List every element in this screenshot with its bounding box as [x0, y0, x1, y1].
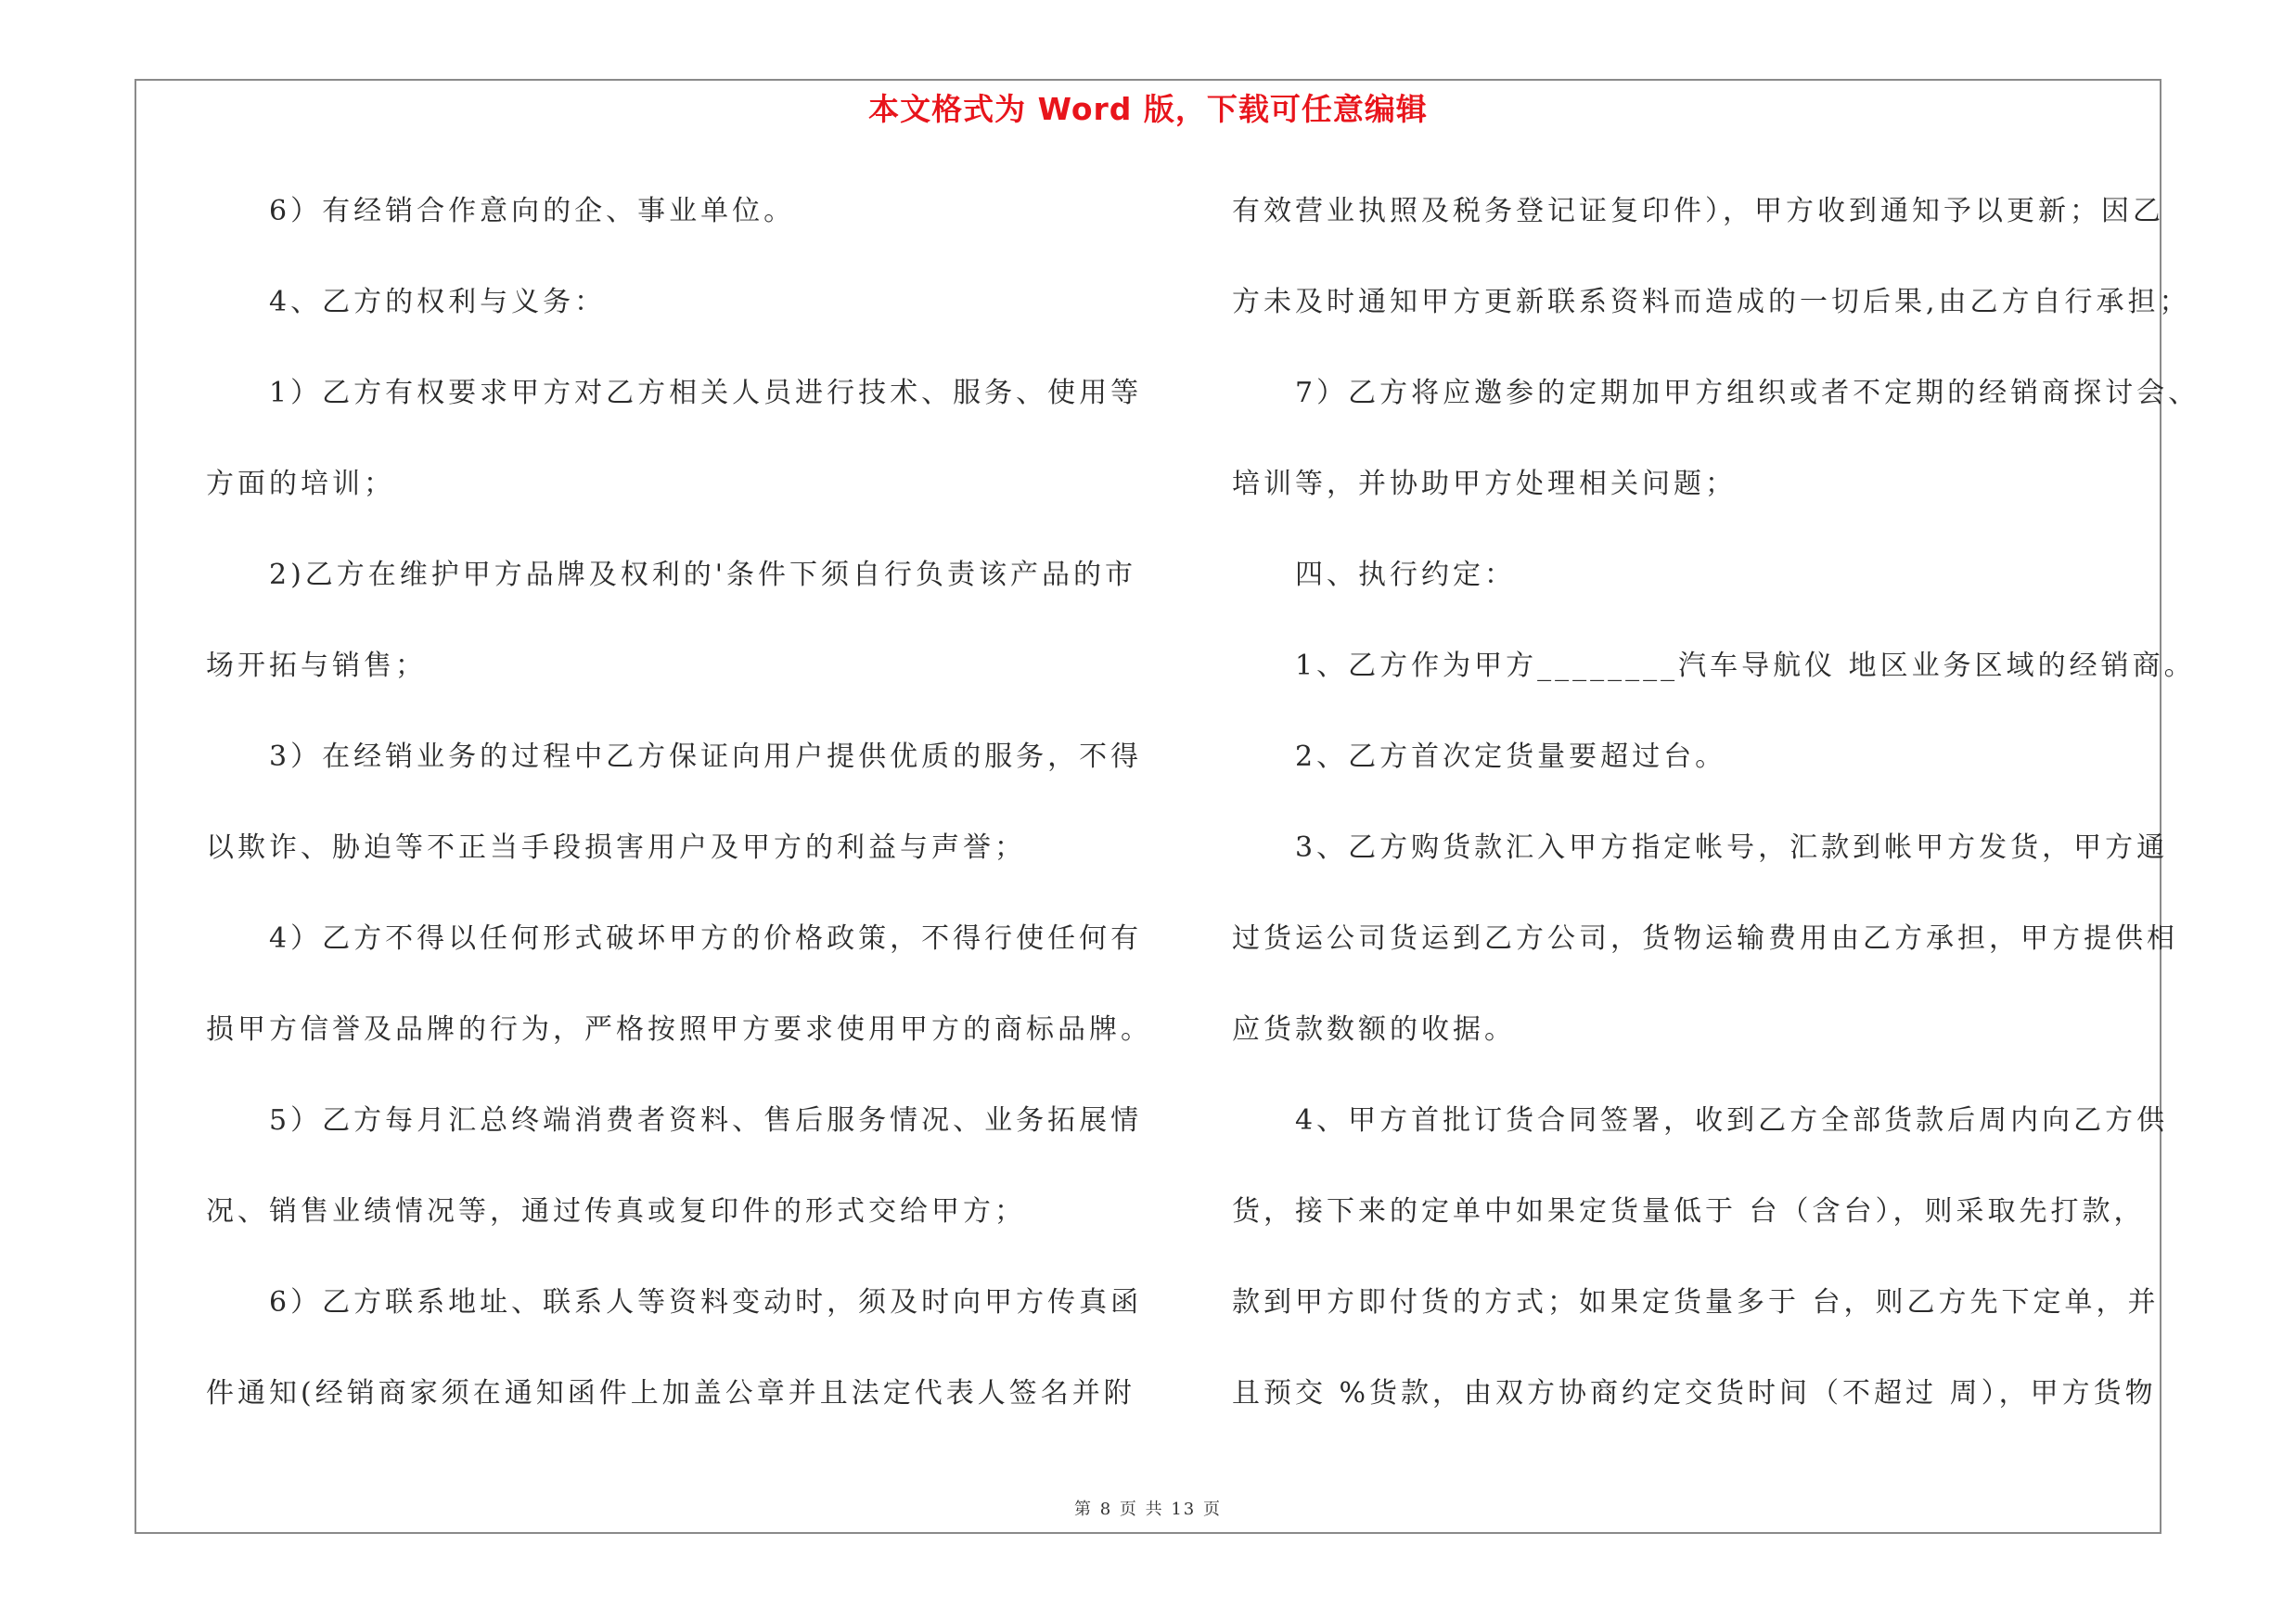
paragraph-line: 6）有经销合作意向的企、事业单位。: [206, 195, 796, 227]
paragraph-line: 方未及时通知甲方更新联系资料而造成的一切后果,由乙方自行承担；: [1232, 286, 2191, 318]
paragraph-line: 方面的培训；: [206, 468, 395, 500]
paragraph-line: 5）乙方每月汇总终端消费者资料、售后服务情况、业务拓展情: [206, 1104, 1143, 1137]
paragraph-line: 场开拓与销售；: [206, 650, 427, 682]
paragraph-line: 4、乙方的权利与义务：: [206, 286, 607, 318]
paragraph-line: 四、执行约定：: [1232, 559, 1516, 591]
paragraph-line: 2、乙方首次定货量要超过台。: [1232, 741, 1727, 773]
paragraph-line: 款到甲方即付货的方式；如果定货量多于 台，则乙方先下定单，并: [1232, 1286, 2160, 1319]
paragraph-line: 况、销售业绩情况等，通过传真或复印件的形式交给甲方；: [206, 1195, 1026, 1228]
paragraph-line: 以欺诈、胁迫等不正当手段损害用户及甲方的利益与声誉；: [206, 831, 1026, 864]
paragraph-line: 件通知(经销商家须在通知函件上加盖公章并且法定代表人签名并附: [206, 1377, 1135, 1410]
paragraph-line: 有效营业执照及税务登记证复印件），甲方收到通知予以更新；因乙: [1232, 195, 2164, 227]
paragraph-line: 货，接下来的定单中如果定货量低于 台（含台），则采取先打款，: [1232, 1195, 2146, 1228]
paragraph-line: 2)乙方在维护甲方品牌及权利的'条件下须自行负责该产品的市: [206, 559, 1137, 591]
paragraph-line: 培训等，并协助甲方处理相关问题；: [1232, 468, 1737, 500]
paragraph-line: 应货款数额的收据。: [1232, 1013, 1516, 1046]
paragraph-line: 4）乙方不得以任何形式破坏甲方的价格政策，不得行使任何有: [206, 922, 1143, 955]
page-number-footer: 第 8 页 共 13 页: [1074, 1500, 1222, 1519]
paragraph-line: 且预交 %货款，由双方协商约定交货时间（不超过 周），甲方货物: [1232, 1377, 2157, 1410]
paragraph-line: 7）乙方将应邀参的定期加甲方组织或者不定期的经销商探讨会、: [1232, 377, 2200, 409]
paragraph-line: 过货运公司货运到乙方公司，货物运输费用由乙方承担，甲方提供相: [1232, 922, 2178, 955]
paragraph-line: 6）乙方联系地址、联系人等资料变动时，须及时向甲方传真函: [206, 1286, 1143, 1319]
word-format-banner: 本文格式为 Word 版，下载可任意编辑: [868, 91, 1428, 127]
right-column: [1232, 184, 2200, 1457]
paragraph-line: 1、乙方作为甲方________汽车导航仪 地区业务区域的经销商。: [1232, 650, 2196, 682]
paragraph-line: 3）在经销业务的过程中乙方保证向用户提供优质的服务，不得: [206, 741, 1143, 773]
paragraph-line: 1）乙方有权要求甲方对乙方相关人员进行技术、服务、使用等: [206, 377, 1143, 409]
left-column: [206, 184, 1152, 1457]
paragraph-line: 3、乙方购货款汇入甲方指定帐号，汇款到帐甲方发货，甲方通: [1232, 831, 2169, 864]
paragraph-line: 损甲方信誉及品牌的行为，严格按照甲方要求使用甲方的商标品牌。: [206, 1013, 1152, 1046]
paragraph-line: 4、甲方首批订货合同签署，收到乙方全部货款后周内向乙方供: [1232, 1104, 2169, 1137]
